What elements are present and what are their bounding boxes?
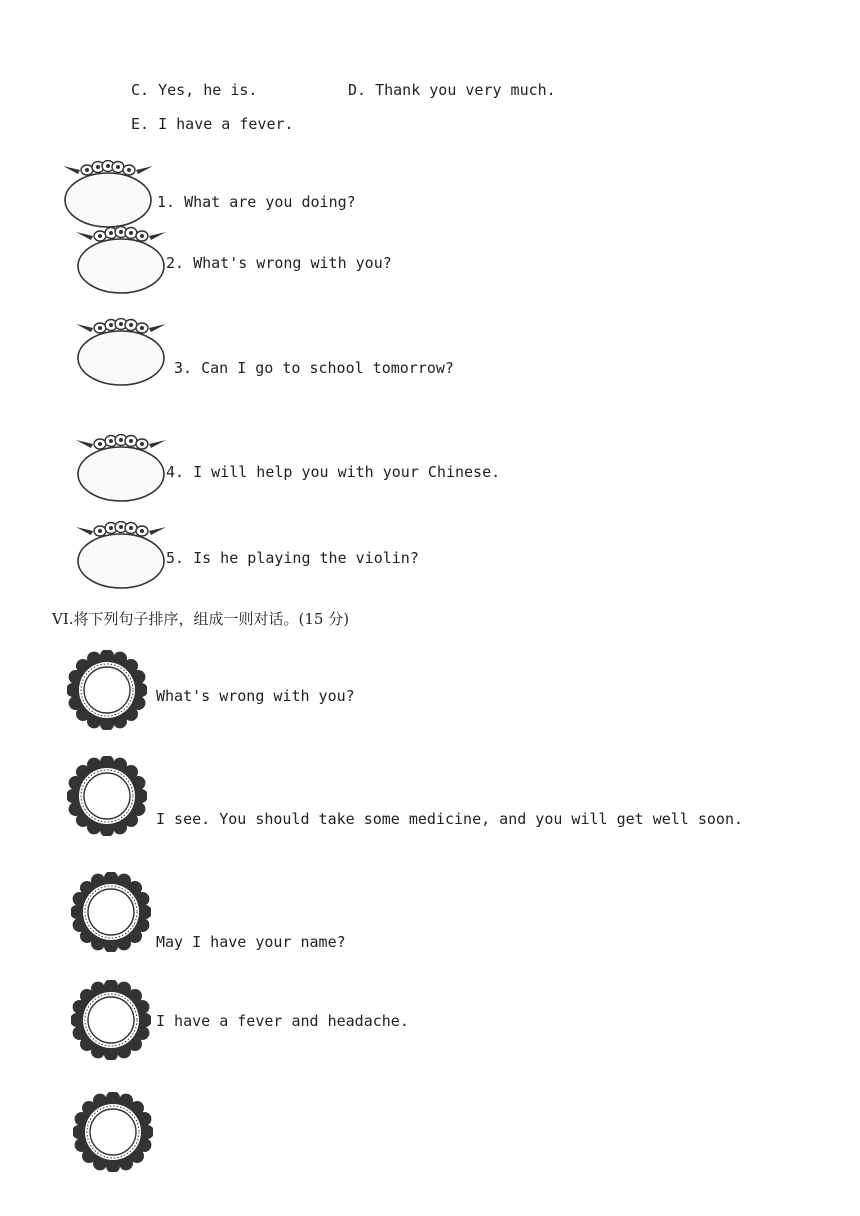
sentence-4: I have a fever and headache. (156, 1012, 409, 1030)
flower-answer-blank-icon[interactable] (67, 650, 147, 730)
question-3: 3. Can I go to school tomorrow? (174, 359, 454, 377)
option-e: E. I have a fever. (131, 115, 294, 133)
oval-answer-blank-icon[interactable] (73, 318, 169, 388)
question-1: 1. What are you doing? (157, 193, 356, 211)
flower-answer-blank-icon[interactable] (73, 1092, 153, 1172)
oval-answer-blank-icon[interactable] (73, 226, 169, 296)
flower-answer-blank-icon[interactable] (71, 980, 151, 1060)
sentence-2: I see. You should take some medicine, and you will get well soon. (156, 810, 743, 828)
option-c: C. Yes, he is. (131, 81, 258, 99)
flower-answer-blank-icon[interactable] (71, 872, 151, 952)
sentence-1: What's wrong with you? (156, 687, 355, 705)
oval-answer-blank-icon[interactable] (73, 434, 169, 504)
flower-answer-blank-icon[interactable] (67, 756, 147, 836)
option-d: D. Thank you very much. (348, 81, 556, 99)
question-5: 5. Is he playing the violin? (166, 549, 419, 567)
oval-answer-blank-icon[interactable] (60, 160, 156, 230)
section-title: VI.将下列句子排序，组成一则对话。(15 分) (52, 610, 350, 628)
question-2: 2. What's wrong with you? (166, 254, 392, 272)
sentence-3: May I have your name? (156, 933, 346, 951)
oval-answer-blank-icon[interactable] (73, 521, 169, 591)
question-4: 4. I will help you with your Chinese. (166, 463, 501, 481)
